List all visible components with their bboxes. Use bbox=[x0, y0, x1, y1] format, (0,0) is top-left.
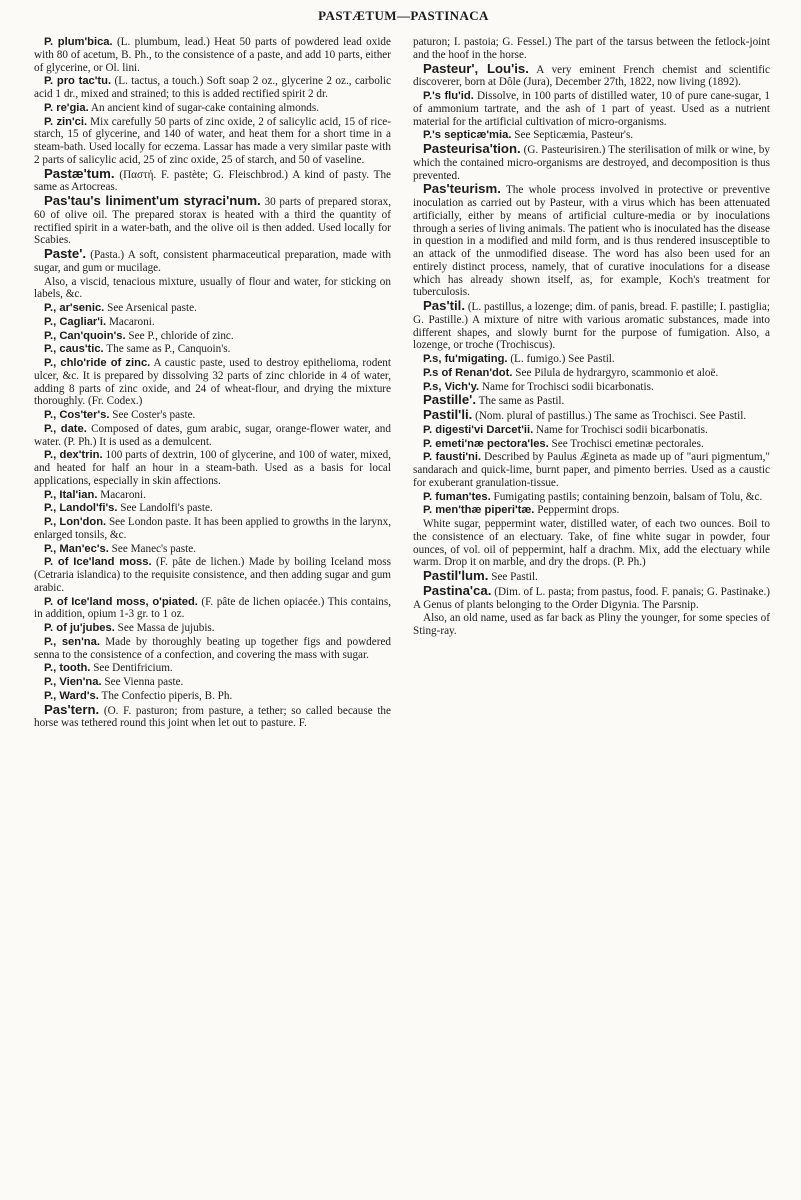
entry-definition: An ancient kind of sugar-cake containing almonds. bbox=[88, 101, 320, 114]
entry-definition: The whole process involved in protective or preventive inoculation as carried out by Pasteur, with a virus which has been attenuated artificially, either by means of artificial culture-media or by inoculations through a series of living animals. The patient who is inoculated has the disease in question in a modified and mild form, and is thus rendered insusceptible to an attack of the unmodified disease. The word has also been used for an entirely distinct process, namely, that of curative inoculations for a disease which has already shown itself, as, for example, Koch's treatment for tuberculosis. bbox=[413, 184, 770, 299]
dictionary-entry bbox=[413, 582, 770, 612]
dictionary-entry bbox=[413, 504, 770, 517]
entry-headword: P., caus'tic. bbox=[44, 343, 104, 356]
entry-definition: (Παστή. F. pastète; G. Fleischbrod.) A kind of pasty. The same as Artocreas. bbox=[34, 168, 391, 194]
entry-headword: P. re'gia. bbox=[44, 101, 89, 114]
dictionary-entry bbox=[413, 60, 771, 90]
entry-definition: A very eminent French chemist and scientific discoverer, born at Dôle (Jura), December 27th, 1822, now living (1892). bbox=[413, 63, 771, 89]
dictionary-entry bbox=[34, 636, 391, 662]
entry-definition: See London paste. It has been applied to growths in the larynx, enlarged tonsils, &c. bbox=[34, 516, 391, 541]
entry-headword: P. fuman'tes. bbox=[423, 490, 491, 503]
entry-headword: P.s, Vich'y. bbox=[423, 380, 480, 393]
dictionary-entry bbox=[34, 302, 391, 315]
dictionary-entry bbox=[413, 570, 770, 584]
entry-definition: (Pasta.) A soft, consistent pharmaceutical preparation, made with sugar, and gum or mucilage. bbox=[34, 249, 391, 274]
entry-headword: P. pro tac'tu. bbox=[44, 75, 112, 88]
entry-definition: (F. pâte de lichen opiacée.) This contains, in addition, opium 1-3 gr. to 1 oz. bbox=[34, 595, 391, 621]
dictionary-entry bbox=[34, 489, 391, 502]
entry-headword: Pastil'lum. bbox=[423, 568, 489, 583]
entry-definition: Described by Paulus Ægineta as made up of "auri pigmentum," sandarach and quick-lime, burnt paper, and pimento berries. Used as a caustic for exuberant granulation-tissue. bbox=[413, 451, 770, 489]
entry-definition: See P., chloride of zinc. bbox=[125, 329, 234, 342]
entry-definition: Fumigating pastils; containing benzoin, balsam of Tolu, &c. bbox=[490, 490, 763, 503]
entry-definition: paturon; I. pastoia; G. Fessel.) The part of the tarsus between the fetlock-joint and the hoof in the horse. bbox=[413, 36, 770, 61]
columns bbox=[34, 36, 773, 731]
entry-definition: The Confectio piperis, B. Ph. bbox=[98, 689, 233, 702]
entry-definition: The same as Pastil. bbox=[475, 395, 565, 408]
entry-definition: Macaroni. bbox=[97, 488, 146, 501]
entry-definition: 30 parts of prepared storax, 60 of olive oil. The prepared storax is heated with a third the quantity of rectified spirit in a water-bath, and the olive oil is then added. Used locally for Scabies. bbox=[34, 196, 391, 247]
dictionary-entry bbox=[34, 116, 391, 167]
dictionary-entry bbox=[413, 183, 770, 299]
entry-definition: See Landolfi's paste. bbox=[117, 502, 213, 515]
entry-headword: P., sen'na. bbox=[44, 635, 100, 648]
dictionary-entry bbox=[413, 353, 770, 366]
entry-definition: See Trochisci emetinæ pectorales. bbox=[548, 437, 704, 450]
entry-headword: P. of Ice'land moss, o'piated. bbox=[44, 595, 198, 608]
entry-headword: P., ar'senic. bbox=[44, 302, 105, 314]
dictionary-entry bbox=[413, 90, 770, 128]
entry-headword: Pastina'ca. bbox=[423, 582, 492, 598]
dictionary-entry bbox=[413, 612, 770, 638]
entry-definition: Name for Trochisci sodii bicarbonatis. bbox=[479, 380, 654, 393]
entry-headword: P., Man'ec's. bbox=[44, 542, 109, 555]
entry-headword: Paste'. bbox=[44, 246, 86, 261]
entry-definition: (L. plumbum, lead.) Heat 50 parts of powdered lead oxide with 80 of acetum, B. Ph., to the consistence of a paste, and add 10 parts, either of glycerine, or Ol. lini. bbox=[34, 36, 391, 74]
dictionary-entry bbox=[34, 165, 391, 195]
entry-headword: P. of ju'jubes. bbox=[44, 622, 115, 634]
dictionary-entry bbox=[34, 409, 391, 422]
entry-headword: P., Cagliar'i. bbox=[44, 315, 107, 328]
entry-headword: P., chlo'ride of zinc. bbox=[44, 357, 151, 369]
entry-definition: Composed of dates, gum arabic, sugar, orange-flower water, and water. (P. Ph.) It is used as a demulcent. bbox=[34, 422, 391, 448]
dictionary-entry bbox=[34, 449, 391, 487]
entry-headword: P. emeti'næ pectora'les. bbox=[423, 437, 549, 450]
entry-definition: White sugar, peppermint water, distilled water, of each two ounces. Boil to the consistence of an electuary. Take, of fine white sugar in powder, four ounces, of vol. oil of peppermint, half a drachm. Mix, add the electuary while warm. Drop it on marble, and dry the drops. (P. Ph.) bbox=[413, 518, 770, 569]
dictionary-entry bbox=[34, 276, 391, 302]
dictionary-entry bbox=[34, 316, 391, 329]
entry-headword: P., Vien'na. bbox=[44, 676, 102, 688]
dictionary-entry bbox=[34, 102, 391, 115]
entry-definition: See Pastil. bbox=[488, 571, 538, 583]
dictionary-entry bbox=[34, 357, 391, 408]
entry-definition: (O. F. pasturon; from pasture, a tether; so called because the horse was tethered round this joint when let out to pasture. F. bbox=[34, 704, 391, 730]
entry-headword: P. men'thæ piperi'tæ. bbox=[423, 504, 535, 517]
right-column bbox=[413, 36, 770, 731]
entry-headword: Pas'tau's liniment'um styraci'num. bbox=[44, 193, 261, 208]
entry-definition: See Massa de jujubis. bbox=[114, 622, 215, 634]
dictionary-entry bbox=[413, 424, 770, 437]
dictionary-entry bbox=[413, 367, 770, 380]
dictionary-entry bbox=[413, 518, 770, 569]
entry-definition: Peppermint drops. bbox=[534, 504, 620, 517]
dictionary-entry bbox=[413, 451, 770, 489]
entry-headword: P.'s flu'id. bbox=[423, 90, 474, 102]
dictionary-entry bbox=[34, 330, 391, 343]
entry-definition: Made by thoroughly beating up together figs and powdered senna to the consistence of a confection, and covering the mass with sugar. bbox=[34, 635, 392, 661]
dictionary-entry bbox=[413, 438, 770, 451]
entry-definition: Also, an old name, used as far back as Pliny the younger, for some species of Sting-ray. bbox=[413, 612, 770, 637]
dictionary-entry bbox=[34, 75, 391, 101]
entry-headword: P., Cos'ter's. bbox=[44, 409, 110, 421]
entry-headword: Pasteur', Lou'is. bbox=[423, 60, 529, 76]
entry-definition: The same as P., Canquoin's. bbox=[103, 343, 231, 356]
entry-headword: Pas'teurism. bbox=[423, 181, 501, 197]
dictionary-entry bbox=[34, 502, 391, 515]
entry-headword: P. plum'bica. bbox=[44, 36, 113, 48]
entry-headword: P. digesti'vi Darcet'ii. bbox=[423, 423, 534, 436]
entry-headword: Pasteurisa'tion. bbox=[423, 141, 521, 156]
dictionary-entry bbox=[34, 543, 391, 556]
dictionary-entry bbox=[34, 701, 391, 731]
entry-headword: Pastæ'tum. bbox=[44, 165, 115, 181]
entry-definition: (L. fumigo.) See Pastil. bbox=[507, 353, 615, 365]
entry-headword: P., date. bbox=[44, 422, 87, 435]
entry-definition: (L. tactus, a touch.) Soft soap 2 oz., glycerine 2 oz., carbolic acid 1 dr., mixed and strained; to this is added rectified spirit 2 dr. bbox=[34, 75, 391, 100]
entry-headword: P., dex'trin. bbox=[44, 449, 103, 462]
entry-definition: See Coster's paste. bbox=[109, 409, 196, 421]
entry-headword: P., tooth. bbox=[44, 662, 91, 675]
dictionary-entry bbox=[413, 143, 770, 182]
entry-definition: (G. Pasteurisiren.) The sterilisation of milk or wine, by which the contained micro-organisms are destroyed, and decomposition is thus prevented. bbox=[413, 144, 770, 182]
entry-definition: (F. pâte de lichen.) Made by boiling Iceland moss (Cetraria islandica) to the requisite consistence, and then adding sugar and gum arabic. bbox=[34, 556, 391, 594]
dictionary-entry bbox=[34, 676, 391, 689]
entry-definition: Macaroni. bbox=[106, 315, 155, 328]
entry-definition: See Septicæmia, Pasteur's. bbox=[511, 129, 634, 142]
dictionary-entry bbox=[34, 516, 391, 542]
entry-headword: P. zin'ci. bbox=[44, 115, 88, 128]
running-header: PASTÆTUM—PASTINACA bbox=[318, 8, 489, 23]
dictionary-entry bbox=[413, 409, 770, 423]
entry-headword: P., Landol'fi's. bbox=[44, 502, 118, 515]
dictionary-entry bbox=[34, 423, 391, 449]
entry-definition: Name for Trochisci sodii bicarbonatis. bbox=[533, 423, 708, 436]
entry-headword: P., Ital'ian. bbox=[44, 488, 98, 501]
entry-definition: See Manec's paste. bbox=[108, 542, 196, 555]
entry-headword: Pas'til. bbox=[423, 298, 465, 313]
dictionary-entry bbox=[413, 36, 770, 62]
entry-definition: (Dim. of L. pasta; from pastus, food. F. panais; G. Pastinake.) A Genus of plants belonging to the Order Digynia. The Parsnip. bbox=[413, 585, 770, 611]
entry-definition: (L. pastillus, a lozenge; dim. of panis, bread. F. pastille; I. pastiglia; G. Pastille.) A mixture of nitre with various aromatic substances, made into different shapes, and slowly burnt for the purpose of fumigation. Also, a lozenge, or troche (Trochiscus). bbox=[413, 301, 770, 352]
dictionary-entry bbox=[413, 394, 770, 408]
entry-definition: 100 parts of dextrin, 100 of glycerine, and 100 of water, mixed, and heated for half an hour in a steam-bath. Used as a basis for local applications, especially in skin affections. bbox=[34, 449, 391, 487]
dictionary-entry bbox=[34, 556, 391, 594]
entry-headword: P.s of Renan'dot. bbox=[423, 366, 513, 379]
entry-headword: P. of Ice'land moss. bbox=[44, 556, 152, 569]
entry-definition: Dissolve, in 100 parts of distilled water, 10 of pure cane-sugar, 1 of ammonium tartrate, and the ash of 1 part of yeast. Used as a nutrient material for the artificial cultivation of micro-organisms. bbox=[413, 90, 770, 128]
entry-definition: (Nom. plural of pastillus.) The same as Trochisci. See Pastil. bbox=[472, 410, 747, 422]
entry-definition: See Dentifricium. bbox=[90, 662, 173, 675]
entry-headword: P., Lon'don. bbox=[44, 516, 107, 528]
dictionary-entry bbox=[34, 622, 391, 635]
entry-headword: P., Can'quoin's. bbox=[44, 329, 126, 342]
entry-definition: A caustic paste, used to destroy epithelioma, rodent ulcer, &c. It is prepared by dissolving 32 parts of zinc chloride in 4 of water, adding 8 parts of zinc oxide, and 24 of wheat-flour, and drying the mixture thoroughly. (Fr. Codex.) bbox=[34, 357, 391, 408]
entry-headword: Pastil'li. bbox=[423, 407, 473, 422]
entry-definition: See Vienna paste. bbox=[101, 676, 184, 688]
entry-definition: See Arsenical paste. bbox=[104, 302, 197, 314]
dictionary-entry bbox=[413, 491, 770, 504]
dictionary-entry bbox=[34, 662, 391, 675]
left-column bbox=[34, 36, 391, 731]
entry-headword: Pas'tern. bbox=[44, 701, 100, 717]
dictionary-entry bbox=[34, 343, 391, 356]
dictionary-entry bbox=[34, 596, 391, 622]
entry-headword: Pastille'. bbox=[423, 392, 476, 408]
dictionary-entry bbox=[413, 300, 770, 352]
dictionary-entry bbox=[34, 36, 391, 74]
dictionary-entry bbox=[34, 195, 391, 247]
entry-definition: Also, a viscid, tenacious mixture, usually of flour and water, for sticking on labels, &c. bbox=[34, 275, 391, 301]
dictionary-entry bbox=[34, 248, 391, 275]
entry-headword: P.s, fu'migating. bbox=[423, 353, 508, 365]
entry-definition: Mix carefully 50 parts of zinc oxide, 2 of salicylic acid, 15 of rice-starch, 15 of glycerine, and 140 of water, and heat them for a short time in a steam-bath. Used locally for eczema. Lassar has made a very similar paste with 2 parts of salicylic acid, 25 of zinc oxide, 25 of starch, and 50 of vaseline. bbox=[34, 115, 392, 166]
entry-headword: P., Ward's. bbox=[44, 689, 99, 702]
entry-headword: P. fausti'ni. bbox=[423, 451, 482, 464]
entry-definition: See Pilula de hydrargyro, scammonio et aloë. bbox=[512, 366, 719, 379]
entry-headword: P.'s septicæ'mia. bbox=[423, 129, 512, 142]
